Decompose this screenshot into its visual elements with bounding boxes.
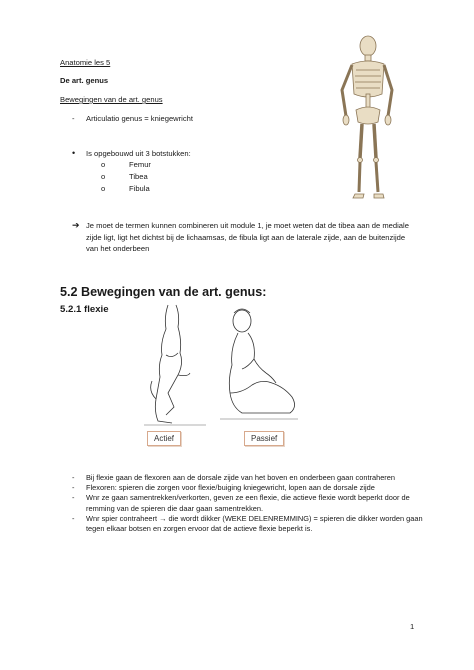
bones-list (101, 159, 151, 195)
list-item-text: Bij flexie gaan de flexoren aan de dorsale zijde van het boven en onderbeen gaan contraheren (86, 473, 395, 482)
label-active: Actief (147, 431, 181, 446)
list-item (72, 473, 424, 483)
passive-flexion-illustration (212, 303, 302, 427)
list-item-text: Wnr ze gaan samentrekken/verkorten, geven ze een flexie, die actieve flexie wordt beperkt door de remming van de spieren die daar gaan samentrekken. (86, 493, 410, 513)
list-marker: o (101, 160, 106, 169)
course-title: Anatomie les 5 (60, 58, 111, 67)
bullet-marker: • (72, 148, 76, 158)
bone-name: Tibea (129, 172, 148, 181)
list-dash: - (72, 513, 75, 523)
list-item-text: Flexoren: spieren die zorgen voor flexie/buiging kniegewricht, lopen aan de dorsale zijde (86, 483, 375, 493)
list-item (101, 159, 151, 171)
section-heading: 5.2 Bewegingen van de art. genus: (60, 285, 267, 299)
bones-intro: Is opgebouwd uit 3 botstukken: (86, 149, 191, 158)
arrow-icon: ➔ (72, 220, 80, 230)
skeleton-illustration (326, 34, 408, 202)
list-item-text: Wnr spier contraheert → die wordt dikker (WEKE DELENREMMING) = spieren die dikker worden gaan tegen elkaar botsen en zorgen ervoor dat de actieve flexie beperkt is. (86, 513, 423, 534)
arrow-note: Je moet de termen kunnen combineren uit module 1, je moet weten dat de tibea aan de mediale zijde ligt, ligt het dichtst bij de lichaamsas, de fibula ligt aan de laterale zijde, aan de buitenzijde van het onderbeen (86, 221, 409, 253)
list-item (101, 183, 151, 195)
list-dash: - (72, 483, 75, 493)
list-dash: - (72, 493, 75, 503)
list-item (72, 493, 424, 513)
list-item (72, 514, 424, 534)
list-marker: o (101, 172, 106, 181)
subsection-heading: 5.2.1 flexie (60, 304, 109, 315)
bone-name: Fibula (129, 184, 150, 193)
list-dash: - (72, 473, 75, 482)
bone-name: Femur (129, 160, 151, 169)
articulatio-text: Articulatio genus = kniegewricht (86, 114, 194, 123)
list-item (101, 171, 151, 183)
subject-title: De art. genus (60, 76, 109, 85)
list-dash: - (72, 114, 75, 123)
flexion-list (72, 473, 424, 534)
movements-heading: Bewegingen van de art. genus (60, 95, 163, 104)
list-marker: o (101, 184, 106, 193)
list-item (72, 483, 424, 493)
label-passive: Passief (244, 431, 284, 446)
active-flexion-illustration (138, 303, 212, 427)
page-number: 1 (410, 622, 415, 631)
